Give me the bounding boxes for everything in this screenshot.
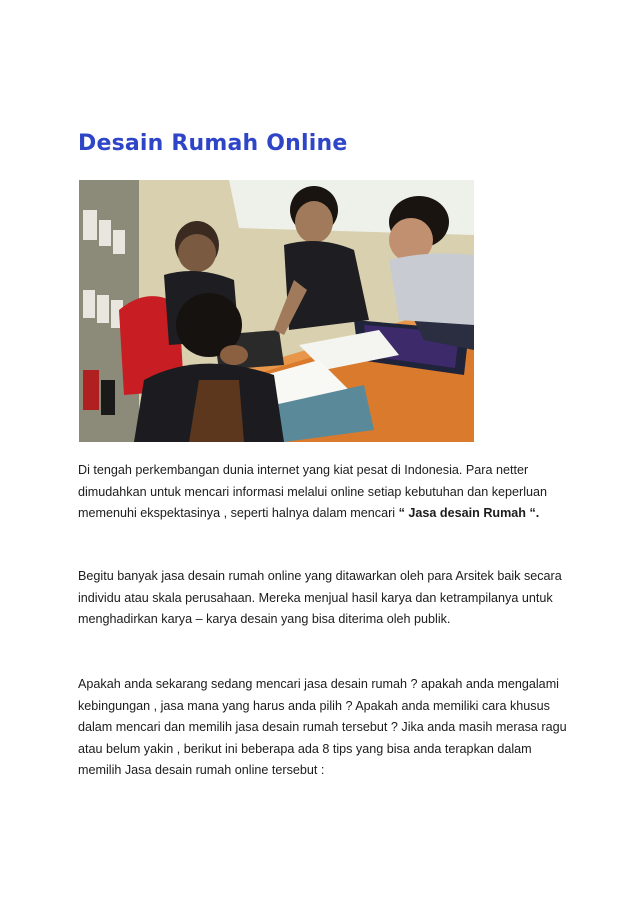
paragraph-architects: Begitu banyak jasa desain rumah online yang ditawarkan oleh para Arsitek baik secara individu atau skala perusahaan. Mereka menjual hasil karya dan ketrampilanya untuk menghadirkan karya – karya desain yang bisa diterima oleh publik. bbox=[78, 569, 562, 626]
paragraph-intro bbox=[78, 460, 568, 525]
paragraph-intro-bold: “ Jasa desain Rumah “. bbox=[398, 506, 540, 520]
paragraph-intro-text: Di tengah perkembangan dunia internet yang kiat pesat di Indonesia. Para netter dimudahkan untuk mencari informasi melalui online setiap kebutuhan dan keperluan memenuhi ekspektasinya , seperti halnya dalam mencari bbox=[78, 463, 548, 520]
paragraph-tips: Apakah anda sekarang sedang mencari jasa desain rumah ? apakah anda mengalami kebingungan , jasa mana yang harus anda pilih ? Apakah anda memiliki cara khusus dalam mencari dan memilih jasa desain rumah tersebut ? Jika anda masih merasa ragu atau belum yakin , berikut ini beberapa ada 8 tips yang bisa anda terapkan dalam memilih Jasa desain rumah online tersebut : bbox=[78, 677, 567, 777]
photo-illustration bbox=[79, 180, 474, 442]
office-meeting-photo bbox=[79, 180, 474, 442]
page-title: Desain Rumah Online bbox=[78, 131, 348, 156]
